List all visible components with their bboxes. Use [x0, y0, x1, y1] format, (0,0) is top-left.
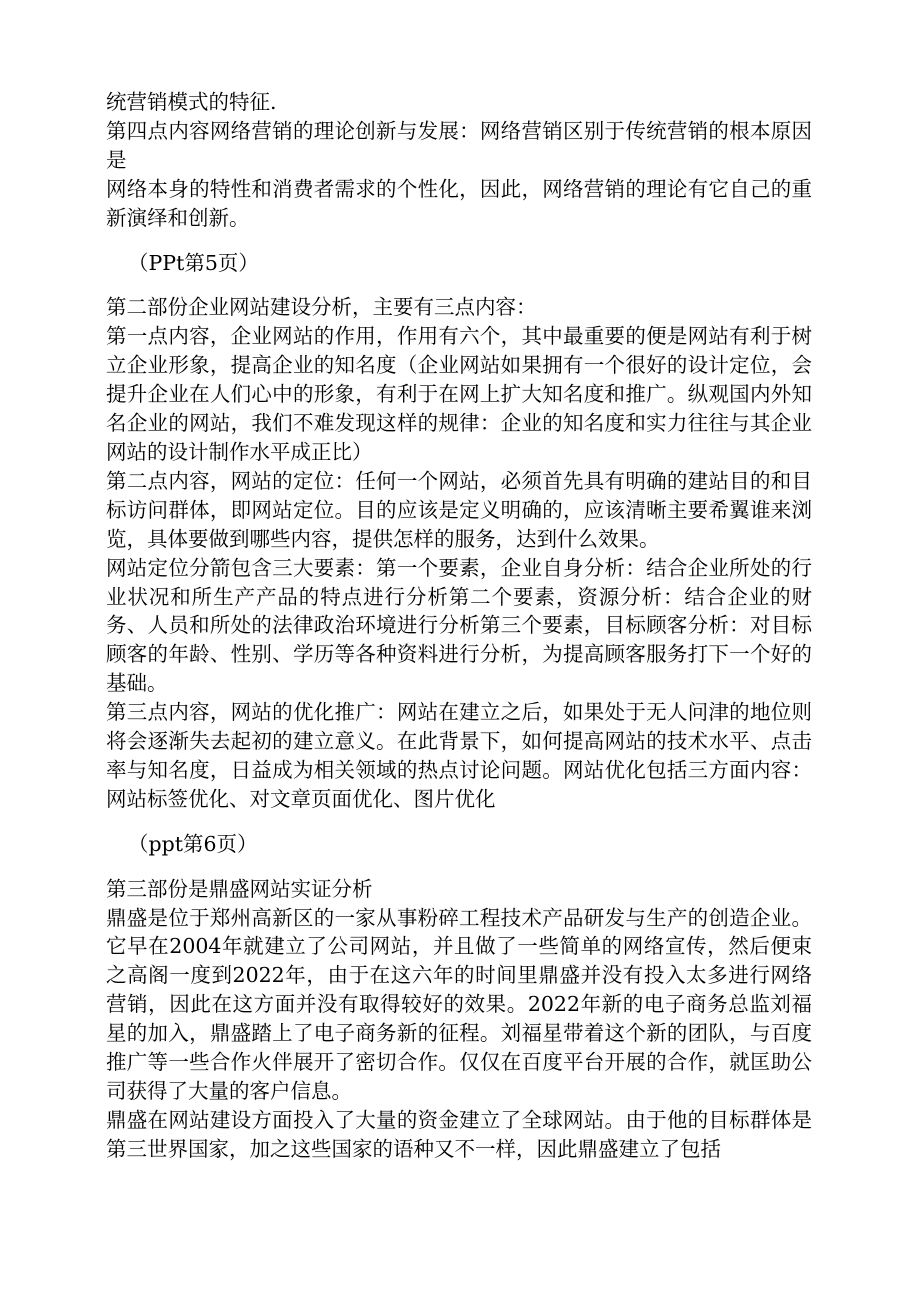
paragraph-2: 第四点内容网络营销的理论创新与发展：网络营销区别于传统营销的根本原因是	[106, 118, 812, 172]
slide-reference-5: （PPt第5页）	[128, 250, 259, 275]
paragraph-dingsheng-global-site: 鼎盛在网站建设方面投入了大量的资金建立了全球网站。由于他的目标群体是第三世界国家，加之这些国家的语种又不一样，因此鼎盛建立了包括	[106, 1107, 812, 1161]
paragraph-positioning-elements: 网站定位分箭包含三大要素：第一个要素，企业自身分析：结合企业所处的行业状况和所生产产品的特点进行分析第二个要素，资源分析：结合企业的财务、人员和所处的法律政治环境进行分析第三个要素，目标顾客分析：对目标顾客的年龄、性别、学历等各种资料进行分析，为提高顾客服务打下一个好的基础。	[106, 555, 812, 696]
section-heading-3: 第三部份是鼎盛网站实证分析	[106, 876, 373, 901]
paragraph-1: 统营销模式的特征.	[106, 90, 277, 114]
section-heading-2: 第二部份企业网站建设分析，主要有三点内容：	[106, 295, 537, 320]
paragraph-website-optimization: 第三点内容，网站的优化推广：网站在建立之后，如果处于无人问津的地位则将会逐渐失去起初的建立意义。在此背景下，如何提高网站的技术水平、点击率与知名度，日益成为相关领域的热点讨论问题。网站优化包括三方面内容：网站标签优化、对文章页面优化、图片优化	[106, 700, 812, 811]
paragraph-3: 网络本身的特性和消费者需求的个性化，因此，网络营销的理论有它自己的重新演绎和创新。	[106, 176, 812, 230]
slide-reference-6: （ppt第6页）	[128, 831, 258, 856]
paragraph-website-role: 第一点内容，企业网站的作用，作用有六个，其中最重要的便是网站有利于树立企业形象，提高企业的知名度（企业网站如果拥有一个很好的设计定位，会提升企业在人们心中的形象，有利于在网上扩大知名度和推广。纵观国内外知名企业的网站，我们不难发现这样的规律：企业的知名度和实力往往与其企业网站的设计制作水平成正比）	[106, 324, 812, 464]
paragraph-dingsheng-intro: 鼎盛是位于郑州高新区的一家从事粉碎工程技术产品研发与生产的创造企业。它早在2004年就建立了公司网站，并且做了一些简单的网络宣传，然后便束之高阁一度到2022年，由于在这六年的时间里鼎盛并没有投入太多进行网络营销，因此在这方面并没有取得较好的效果。2022年新的电子商务总监刘福星的加入，鼎盛踏上了电子商务新的征程。刘福星带着这个新的团队，与百度推广等一些合作火伴展开了密切合作。仅仅在百度平台开展的合作，就匡助公司获得了大量的客户信息。	[106, 905, 812, 1103]
paragraph-website-positioning: 第二点内容，网站的定位：任何一个网站，必须首先具有明确的建站目的和目标访问群体，即网站定位。目的应该是定义明确的，应该清晰主要希翼谁来浏览，具体要做到哪些内容，提供怎样的服务，达到什么效果。	[106, 468, 812, 551]
